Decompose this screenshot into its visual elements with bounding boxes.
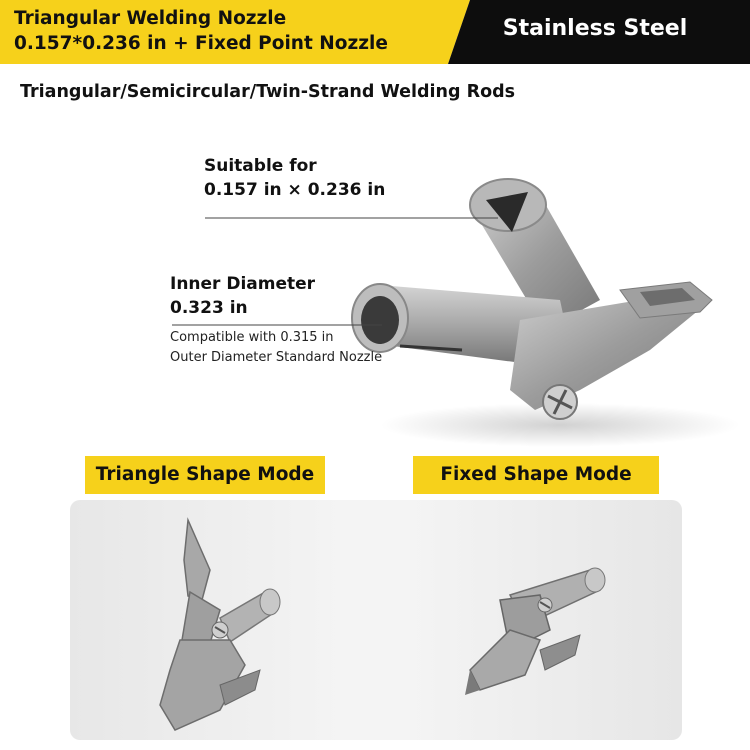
triangle-mode-nozzle (160, 520, 280, 730)
rod-types-subheading: Triangular/Semicircular/Twin-Strand Welding Rods (20, 82, 516, 102)
main-product-view (0, 110, 750, 450)
fixed-mode-nozzle (465, 568, 605, 695)
compatibility-note-line-1: Compatible with 0.315 in (170, 330, 334, 345)
mode-comparison-panel (70, 500, 682, 740)
triangle-opening-callout (204, 154, 385, 202)
title-line-1: Triangular Welding Nozzle (14, 8, 287, 29)
header-banner (0, 0, 750, 64)
inner-diameter-callout (170, 272, 382, 368)
inner-diameter-label: Inner Diameter (170, 274, 316, 294)
compatibility-note-line-2: Outer Diameter Standard Nozzle (170, 350, 383, 365)
title-line-2: 0.157*0.236 in + Fixed Point Nozzle (14, 33, 388, 54)
triangle-mode-label: Triangle Shape Mode (85, 456, 325, 494)
fixed-mode-label: Fixed Shape Mode (413, 456, 659, 494)
inner-diameter-value: 0.323 in (170, 298, 248, 318)
triangle-opening-label: Suitable for (204, 156, 317, 176)
mode-illustrations (70, 500, 682, 740)
triangle-opening-value: 0.157 in × 0.236 in (204, 180, 386, 200)
material-badge: Stainless Steel (502, 16, 688, 41)
